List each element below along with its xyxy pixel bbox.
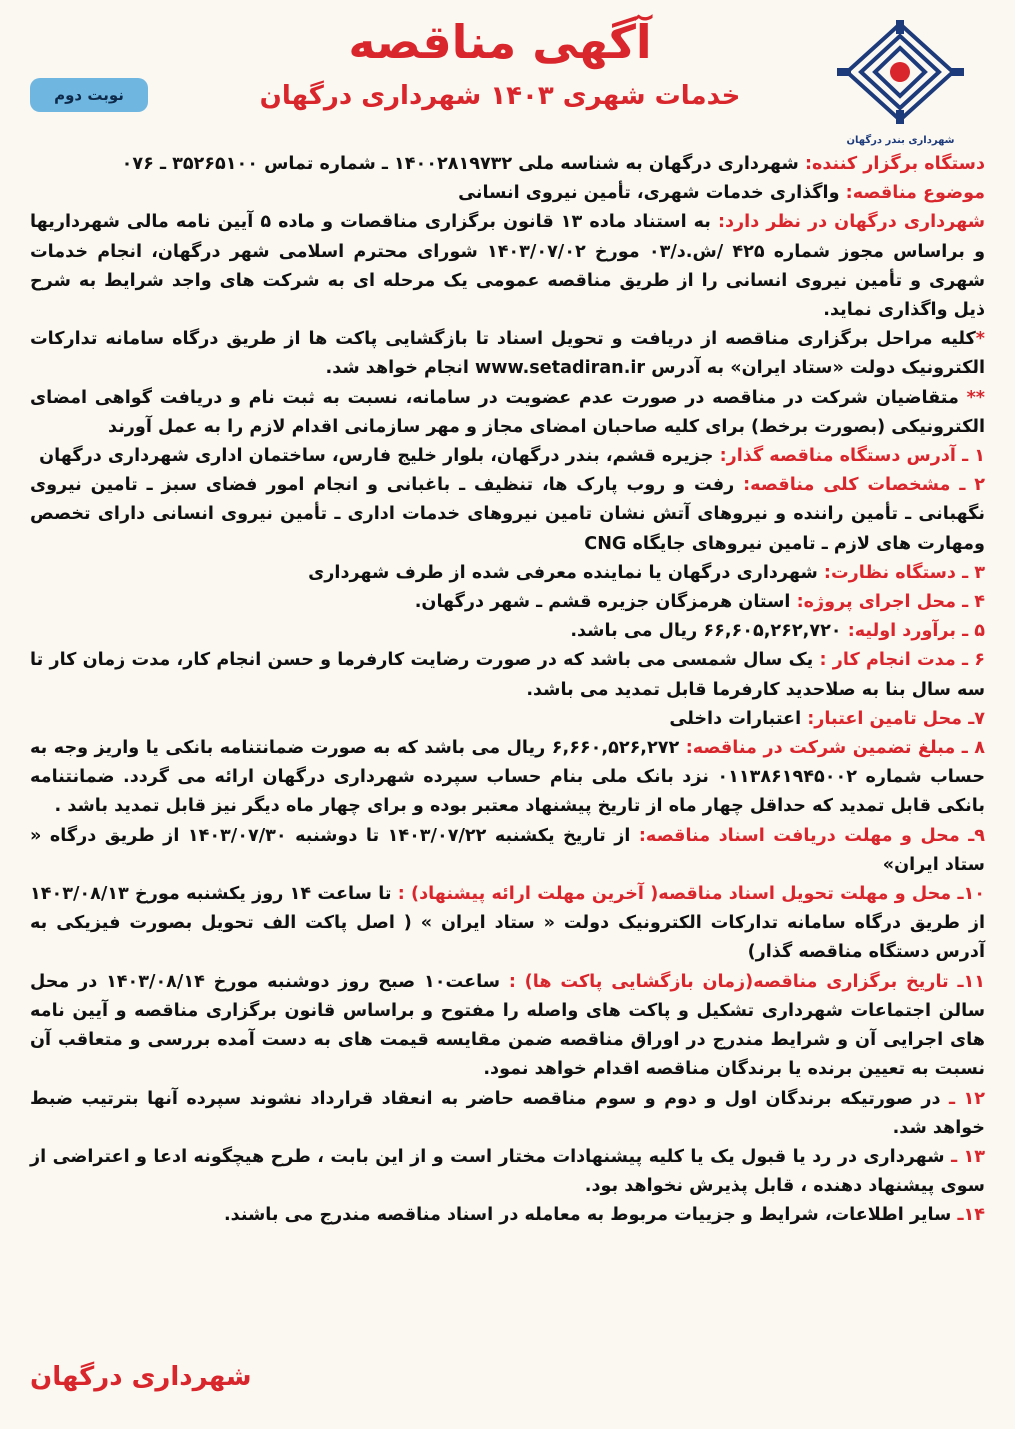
item-text: ۶۶,۶۰۵,۲۶۲,۷۲۰ ریال می باشد. bbox=[570, 621, 842, 642]
item-label: محل اجرای پروژه: bbox=[796, 592, 956, 613]
item-number: ۹ـ bbox=[968, 825, 986, 846]
item-label: محل تامین اعتبار: bbox=[807, 708, 963, 729]
note-2 bbox=[30, 384, 985, 442]
item-number: ۳ ـ bbox=[962, 562, 985, 583]
note-2-text: متقاضیان شرکت در مناقصه در صورت عدم عضویت در سامانه، نسبت به ثبت نام و دریافت گواهی امضای الکترونیکی (بصورت برخط) برای کلیه صاحبان امضای مجاز و مهر سازمانی اقدام لازم را به عمل آورند bbox=[30, 387, 985, 437]
intent-text: به استناد ماده ۱۳ قانون برگزاری مناقصات و ماده ۵ آیین نامه مالی شهرداریها و براساس مجوز شماره ۴۲۵ /ش.د/۰۳ مورخ ۱۴۰۳/۰۷/۰۲ شورای محترم اسلامی شهر درگهان، انجام خدمات شهری و تأمین نیروی انسانی را از طریق مناقصه عمومی یک مرحله ای به شرکت های واجد شرایط به شرح ذیل واگذاری نماید. bbox=[30, 212, 986, 321]
list-item bbox=[30, 646, 985, 704]
item-text: ۶,۶۶۰,۵۲۶,۲۷۲ ریال می باشد که به صورت ضمانتنامه بانکی یا واریز وجه به حساب شماره ۰۱۱۳۸۶۱۹۴۵۰۰۲ نزد بانک ملی بنام حساب سپرده شهرداری درگهان ارائه می گردد. ضمانتنامه بانکی قابل تمدید که حداقل چهار ماه از تاریخ پیشنهاد معتبر بوده و برای چهار ماه دیگر نیز قابل تمدید باشد . bbox=[30, 738, 985, 817]
intent-paragraph bbox=[30, 208, 985, 325]
item-number: ۴ ـ bbox=[962, 592, 985, 613]
note-2-star: ** bbox=[966, 387, 985, 408]
list-item bbox=[30, 1143, 985, 1201]
item-number: ۱ ـ bbox=[962, 446, 985, 467]
item-label: محل و مهلت تحویل اسناد مناقصه( آخرین مهلت ارائه پیشنهاد) : bbox=[397, 884, 952, 905]
item-number: ۱۲ ـ bbox=[949, 1088, 985, 1109]
item-number: ۵ ـ bbox=[962, 621, 985, 642]
list-item bbox=[30, 1201, 985, 1230]
list-item bbox=[30, 880, 985, 968]
notice-title: آگهی مناقصه bbox=[348, 15, 652, 69]
list-item bbox=[30, 734, 985, 822]
item-label: مدت انجام کار : bbox=[819, 650, 956, 671]
intent-label: شهرداری درگهان در نظر دارد: bbox=[717, 212, 986, 233]
note-1 bbox=[30, 325, 985, 383]
subject-line bbox=[30, 179, 985, 208]
item-text: تا ساعت ۱۴ روز یکشنبه مورخ ۱۴۰۳/۰۸/۱۳ از طریق درگاه سامانه تدارکات الکترونیک دولت « ستاد ایران » ( اصل پاکت الف تحویل بصورت فیزیکی به آدرس دستگاه مناقصه گذار) bbox=[30, 884, 985, 963]
note-1-star: * bbox=[975, 329, 985, 350]
item-label: مشخصات کلی مناقصه: bbox=[743, 475, 951, 496]
notice-subtitle: خدمات شهری ۱۴۰۳ شهرداری درگهان bbox=[259, 81, 741, 111]
item-number: ۷ـ bbox=[968, 708, 985, 729]
organizer-text: شهرداری درگهان به شناسه ملی ۱۴۰۰۲۸۱۹۷۳۲ ـ شماره تماس ۳۵۲۶۵۱۰۰ ـ ۰۷۶ bbox=[121, 154, 799, 174]
publication-round-badge: نوبت دوم bbox=[30, 78, 148, 112]
item-text: جزیره قشم، بندر درگهان، بلوار خلیج فارس، ساختمان اداری شهرداری درگهان bbox=[39, 446, 714, 467]
list-item bbox=[30, 471, 985, 559]
item-number: ۱۱ـ bbox=[957, 971, 985, 992]
item-text: شهرداری درگهان یا نماینده معرفی شده از طرف شهرداری bbox=[308, 562, 818, 583]
item-number: ۸ ـ bbox=[961, 738, 985, 759]
list-item bbox=[30, 588, 985, 617]
organizer-label: دستگاه برگزار کننده: bbox=[804, 154, 985, 174]
notice-body bbox=[30, 150, 985, 1231]
item-label: مبلغ تضمین شرکت در مناقصه: bbox=[685, 738, 956, 759]
item-label: برآورد اولیه: bbox=[847, 621, 956, 642]
list-item bbox=[30, 822, 985, 880]
list-item bbox=[30, 559, 985, 588]
notice-header bbox=[0, 0, 1015, 150]
item-text: ساعت۱۰ صبح روز دوشنبه مورخ ۱۴۰۳/۰۸/۱۴ در محل سالن اجتماعات شهرداری تشکیل و پاکت های واصله را مفتوح و براساس قانون برگزاری مناقصه و آیین نامه های اجرایی آن و شرایط مندرج در اوراق مناقصه ضمن مقایسه قیمت های به دست آمده بررسی و متعاقب آن نسبت به تعیین برنده یا برندگان مناقصه اقدام خواهد نمود. bbox=[30, 971, 985, 1080]
item-text: رفت و روب پارک ها، تنظیف ـ باغبانی و انجام امور فضای سبز ـ تامین نیروی نگهبانی ـ تأمین راننده و نیروهای آتش نشان تامین نیروهای خدمات اداری ـ تأمین نیروی انسانی دارای تخصص ومهارت های لازم ـ تامین نیروهای جایگاه CNG bbox=[30, 475, 985, 554]
list-item bbox=[30, 442, 985, 471]
item-text: از تاریخ یکشنبه ۱۴۰۳/۰۷/۲۲ تا دوشنبه ۱۴۰۳/۰۷/۳۰ از طریق درگاه « ستاد ایران» bbox=[30, 825, 985, 875]
item-text: در صورتیکه برندگان اول و دوم و سوم مناقصه حاضر به انعقاد قرارداد نشوند سپرده آنها بترتیب ضبط خواهد شد. bbox=[30, 1088, 985, 1138]
note-1-text: کلیه مراحل برگزاری مناقصه از دریافت و تحویل اسناد تا بازگشایی پاکت ها از طریق درگاه سامانه تدارکات الکترونیک دولت «ستاد ایران» به آدرس www.setadiran.ir انجام خواهد شد. bbox=[30, 329, 985, 379]
list-item bbox=[30, 1085, 985, 1143]
item-text: یک سال شمسی می باشد که در صورت رضایت کارفرما و حسن انجام کار، مدت زمان کار تا سه سال بنا به صلاحدید کارفرما قابل تمدید می باشد. bbox=[30, 650, 985, 700]
subject-text: واگذاری خدمات شهری، تأمین نیروی انسانی bbox=[458, 183, 840, 204]
item-label: آدرس دستگاه مناقصه گذار: bbox=[719, 446, 956, 467]
item-label: تاریخ برگزاری مناقصه(زمان بازگشایی پاکت ها) : bbox=[508, 971, 949, 992]
item-number: ۱۴ـ bbox=[957, 1205, 985, 1226]
item-label: محل و مهلت دریافت اسناد مناقصه: bbox=[638, 825, 960, 846]
list-item bbox=[30, 705, 985, 734]
item-text: شهرداری در رد یا قبول یک یا کلیه پیشنهادات مختار است و از این بابت ، طرح هیچگونه ادعا و اعتراضی از سوی پیشنهاد دهنده ، قابل پذیرش نخواهد بود. bbox=[30, 1146, 985, 1197]
item-text: اعتبارات داخلی bbox=[669, 708, 802, 729]
footer-signature-row bbox=[30, 1362, 985, 1392]
logo-caption: شهرداری بندر درگهان bbox=[846, 135, 955, 146]
subject-label: موضوع مناقصه: bbox=[845, 183, 985, 204]
item-number: ۶ ـ bbox=[962, 650, 986, 671]
item-number: ۲ ـ bbox=[959, 475, 985, 496]
item-text: استان هرمزگان جزیره قشم ـ شهر درگهان. bbox=[414, 592, 791, 613]
item-label: دستگاه نظارت: bbox=[823, 562, 956, 583]
list-item bbox=[30, 968, 985, 1085]
item-text: سایر اطلاعات، شرایط و جزییات مربوط به معامله در اسناد مناقصه مندرج می باشند. bbox=[223, 1205, 952, 1226]
footer-signature: شهرداری درگهان bbox=[30, 1362, 252, 1392]
logo-emblem-icon bbox=[833, 18, 968, 126]
item-number: ۱۳ ـ bbox=[951, 1146, 986, 1167]
item-number: ۱۰ـ bbox=[957, 884, 985, 905]
municipality-logo bbox=[833, 18, 968, 146]
organizer-line bbox=[30, 150, 985, 179]
list-item bbox=[30, 617, 985, 646]
